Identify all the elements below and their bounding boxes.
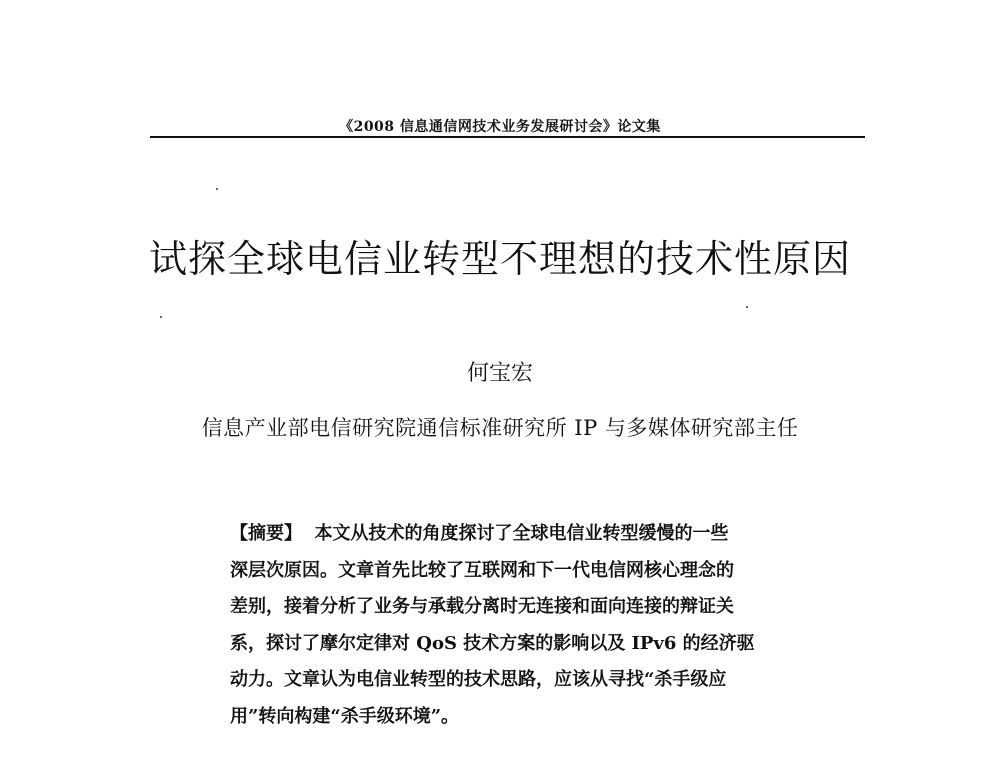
scan-speck	[216, 188, 218, 190]
abstract-line: 系，探讨了摩尔定律对 QoS 技术方案的影响以及 IPv6 的经济驱	[230, 632, 755, 654]
scan-speck	[160, 316, 162, 318]
abstract-line: 动力。文章认为电信业转型的技术思路，应该从寻找“杀手级应	[230, 669, 727, 690]
abstract-line: 用”转向构建“杀手级环境”。	[230, 705, 460, 727]
scan-speck	[746, 306, 748, 308]
running-header: 《2008 信息通信网技术业务发展研讨会》论文集	[339, 119, 661, 135]
abstract-line: 差别，接着分析了业务与承载分离时无连接和面向连接的辩证关	[230, 596, 734, 617]
header-rule	[150, 136, 865, 138]
author-affiliation: 信息产业部电信研究院通信标准研究所 IP 与多媒体研究部主任	[201, 416, 799, 440]
abstract-label: 【摘要】	[230, 523, 302, 544]
abstract-line: 深层次原因。文章首先比较了互联网和下一代电信网核心理念的	[230, 559, 734, 581]
abstract	[230, 516, 790, 735]
paper-title: 试探全球电信业转型不理想的技术性原因	[148, 237, 851, 281]
abstract-line	[230, 516, 790, 553]
author-name: 何宝宏	[466, 361, 533, 386]
abstract-line-text: 本文从技术的角度探讨了全球电信业转型缓慢的一些	[314, 523, 729, 544]
